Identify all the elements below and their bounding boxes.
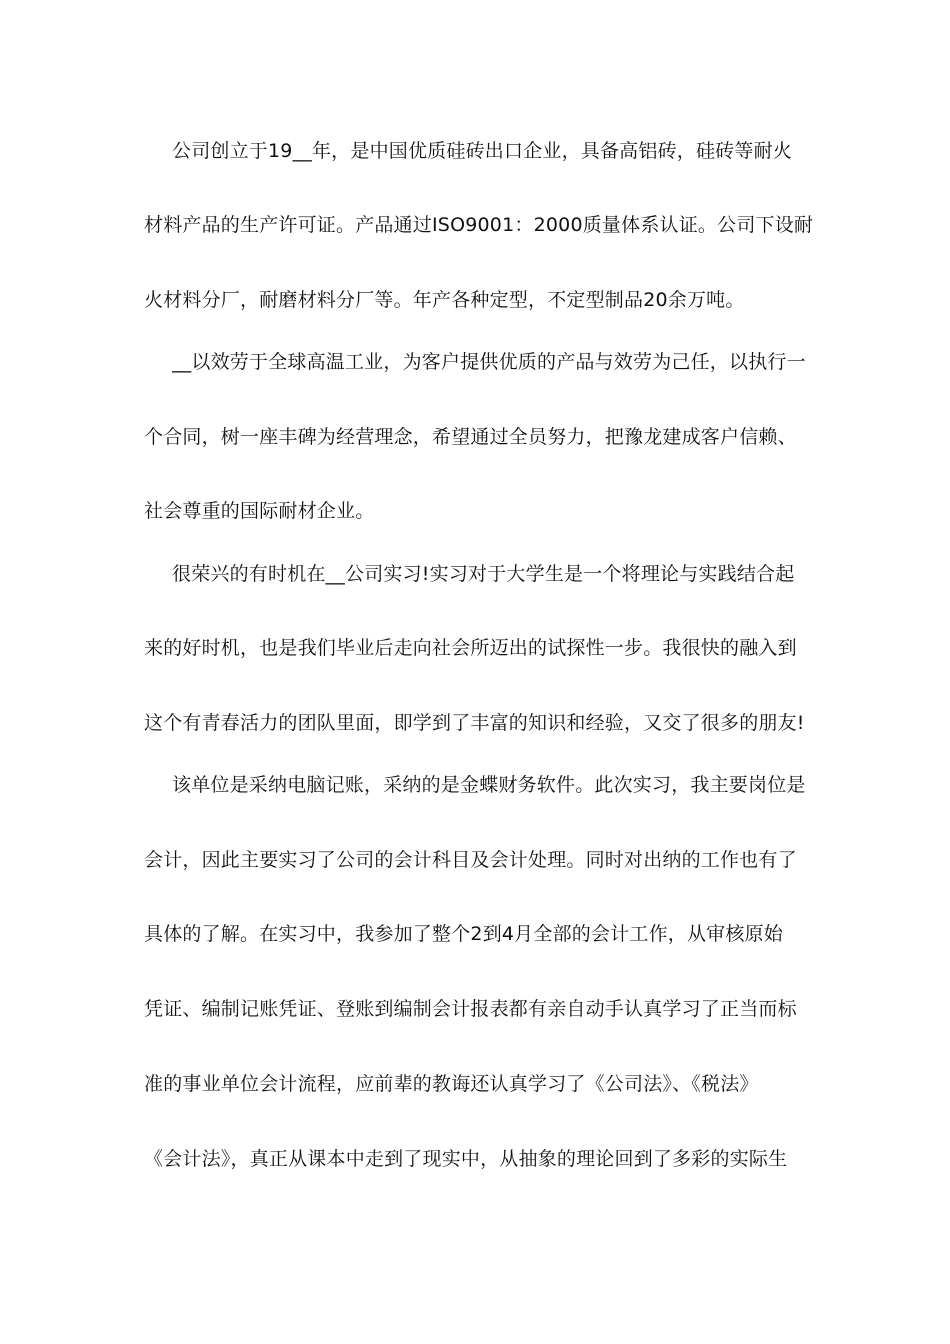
text-line: 很荣兴的有时机在__公司实习!实习对于大学生是一个将理论与实践结合起 [172, 563, 795, 585]
text-line: 个合同，树一座丰碑为经营理念，希望通过全员努力，把豫龙建成客户信赖、 [144, 426, 797, 448]
text-line: 具体的了解。在实习中，我参加了整个2到4月全部的会计工作，从审核原始 [144, 923, 783, 945]
text-line: 会计，因此主要实习了公司的会计科目及会计处理。同时对出纳的工作也有了 [144, 849, 797, 871]
text-line: 公司创立于19__年，是中国优质硅砖出口企业，具备高铝砖，硅砖等耐火 [172, 140, 792, 162]
text-line: 火材料分厂，耐磨材料分厂等。年产各种定型，不定型制品20余万吨。 [144, 289, 745, 311]
text-line: 这个有青春活力的团队里面，即学到了丰富的知识和经验，又交了很多的朋友! [144, 712, 805, 734]
text-line: __以效劳于全球高温工业，为客户提供优质的产品与效劳为己任，以执行一 [172, 351, 806, 373]
text-line: 凭证、编制记账凭证、登账到编制会计报表都有亲自动手认真学习了正当而标 [144, 998, 797, 1020]
text-line: 社会尊重的国际耐材企业。 [144, 500, 375, 522]
text-line: 《会计法》，真正从课本中走到了现实中，从抽象的理论回到了多彩的实际生 [144, 1148, 788, 1170]
text-line: 来的好时机，也是我们毕业后走向社会所迈出的试探性一步。我很快的融入到 [144, 637, 797, 659]
text-line: 材料产品的生产许可证。产品通过ISO9001：2000质量体系认证。公司下设耐 [144, 214, 814, 236]
text-line: 准的事业单位会计流程，应前辈的教诲还认真学习了《公司法》、《税法》 [144, 1073, 759, 1095]
text-line: 该单位是采纳电脑记账，采纳的是金蝶财务软件。此次实习，我主要岗位是 [172, 774, 806, 796]
